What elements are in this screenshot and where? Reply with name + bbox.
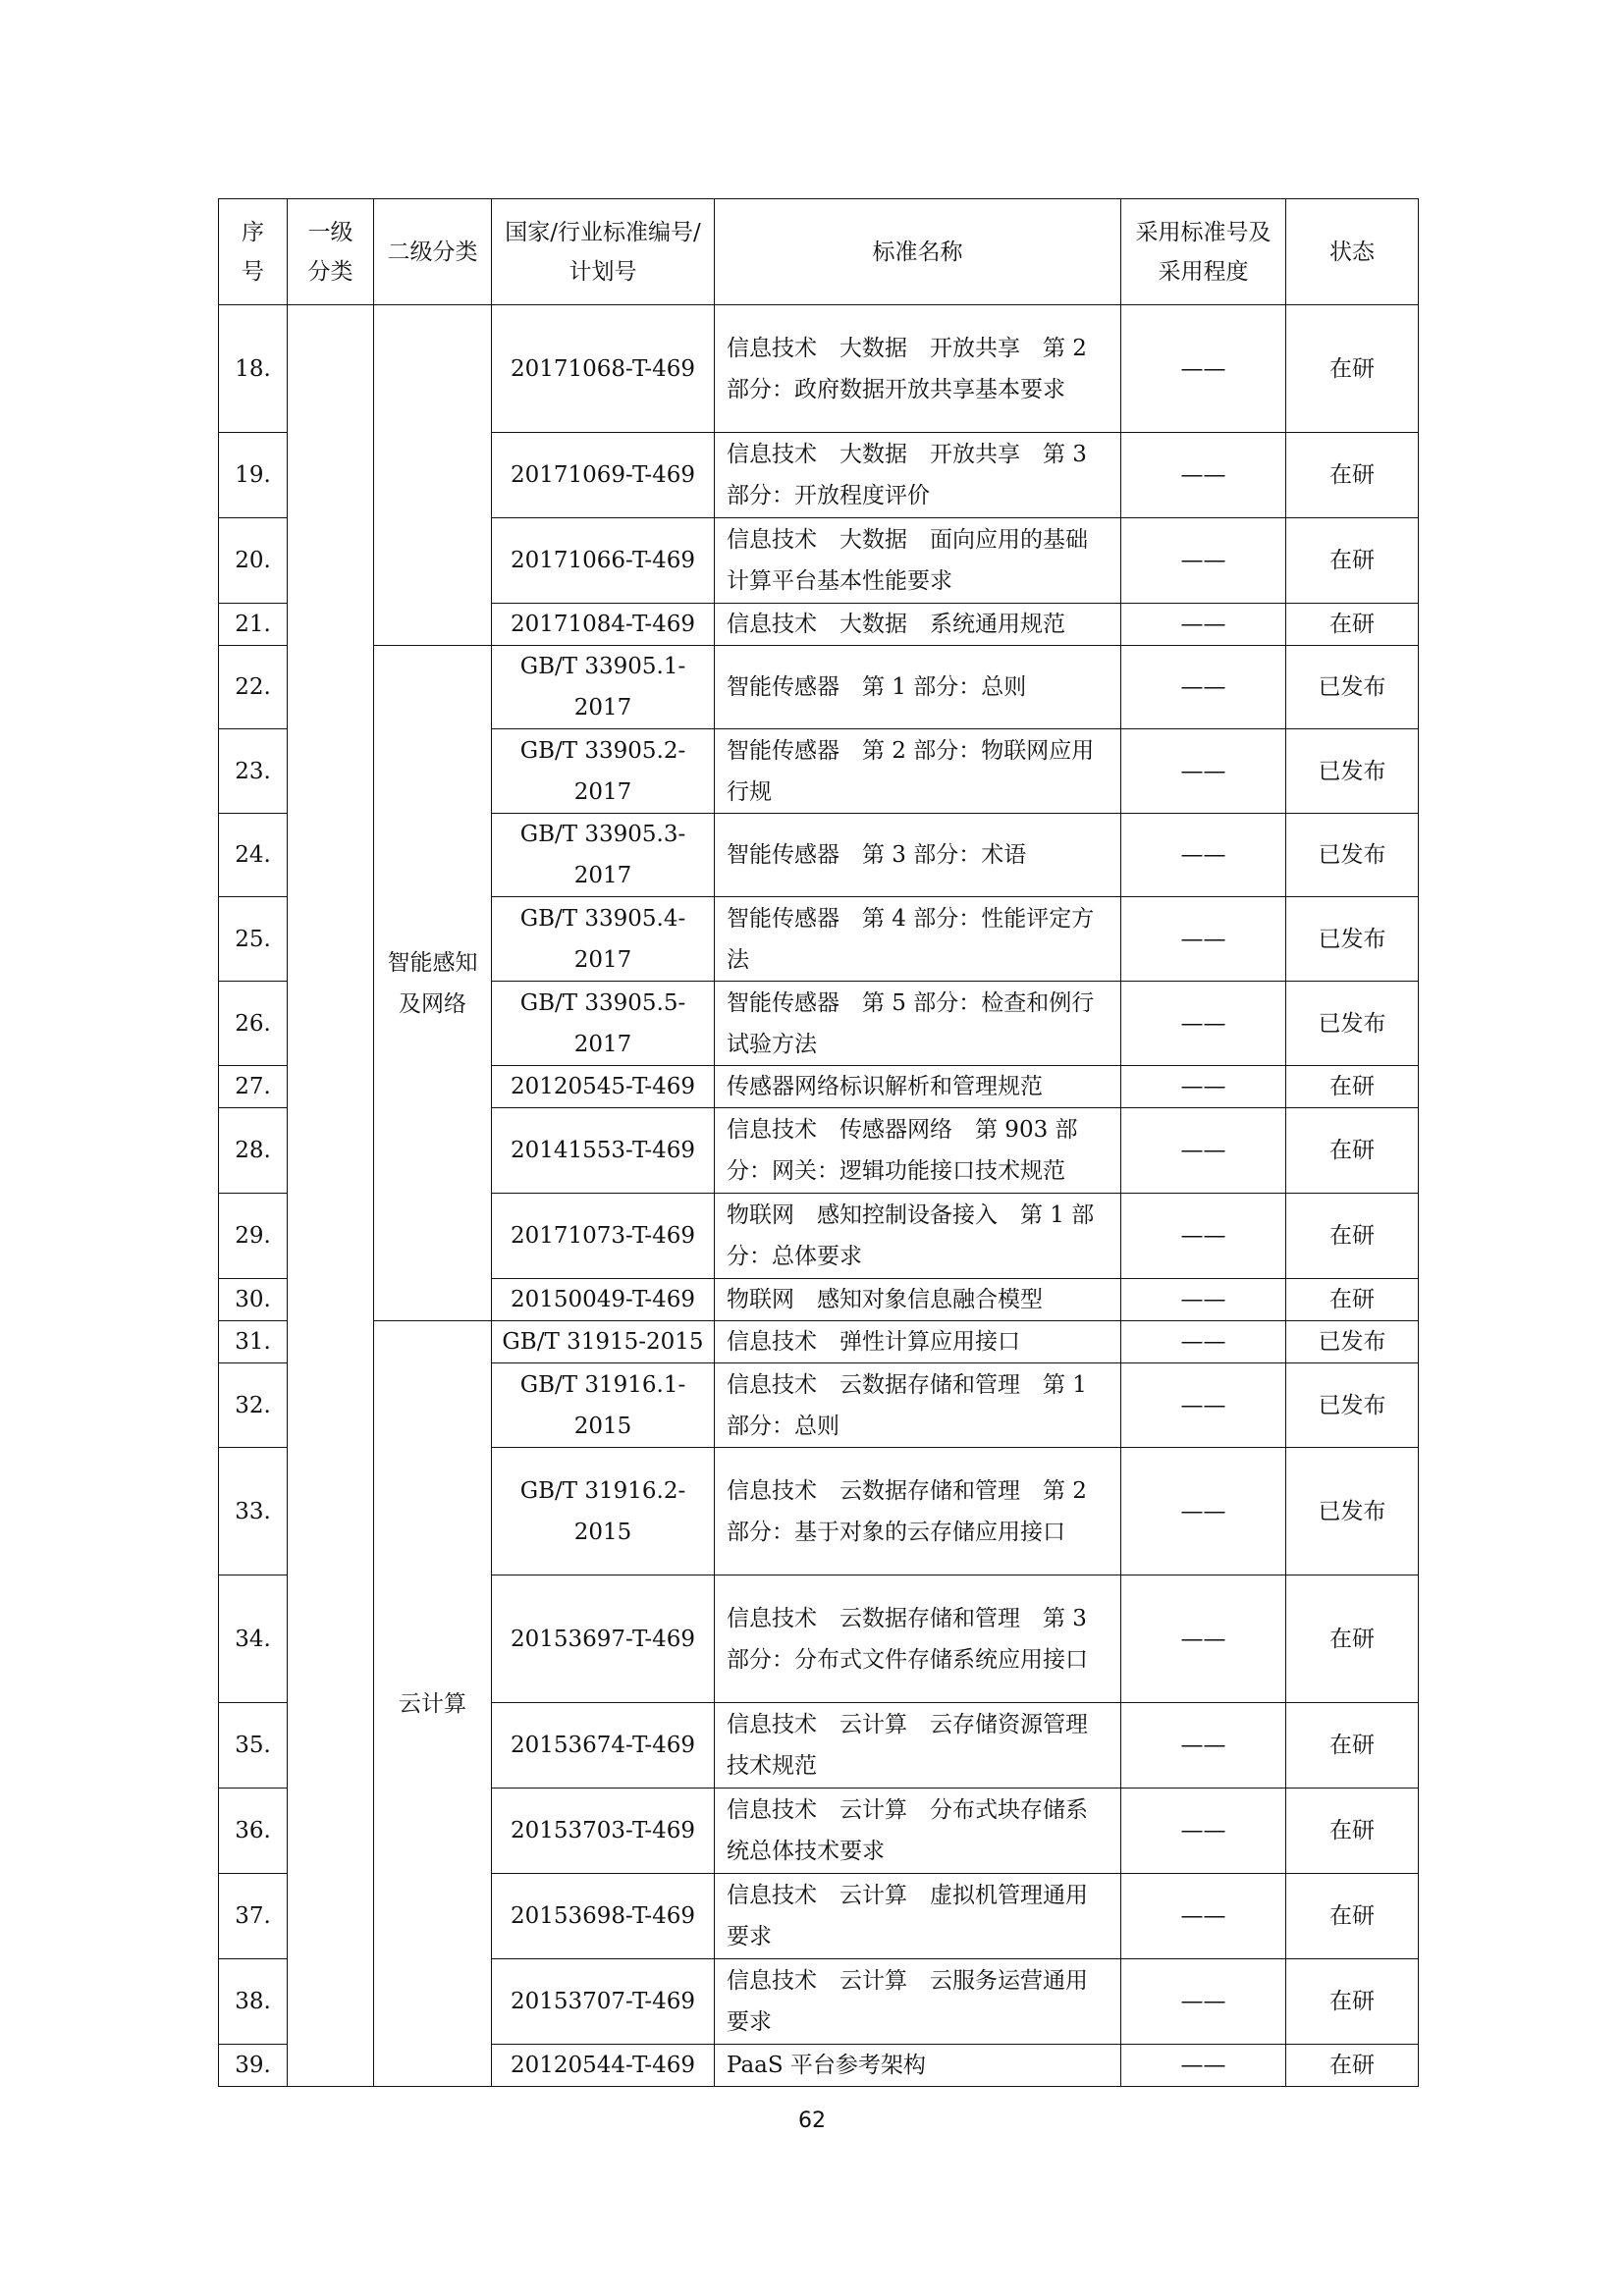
row-adopt: —— <box>1121 604 1286 646</box>
row-adopt: —— <box>1121 1874 1286 1959</box>
row-no: 39. <box>219 2045 288 2087</box>
row-code: GB/T 33905.4-2017 <box>492 897 715 982</box>
row-adopt: —— <box>1121 305 1286 433</box>
row-adopt: —— <box>1121 433 1286 518</box>
row-adopt: —— <box>1121 1789 1286 1874</box>
row-name: 信息技术 云计算 云服务运营通用要求 <box>715 1959 1121 2045</box>
row-code: 20171066-T-469 <box>492 518 715 604</box>
row-no: 27. <box>219 1066 288 1108</box>
header-name: 标准名称 <box>715 199 1121 305</box>
row-code: GB/T 33905.3-2017 <box>492 814 715 897</box>
row-code: 20120545-T-469 <box>492 1066 715 1108</box>
row-name: 物联网 感知对象信息融合模型 <box>715 1279 1121 1321</box>
table-row <box>219 305 1419 433</box>
row-code: 20120544-T-469 <box>492 2045 715 2087</box>
row-code: 20141553-T-469 <box>492 1108 715 1194</box>
row-status: 在研 <box>1286 1959 1419 2045</box>
header-adopt: 采用标准号及采用程度 <box>1121 199 1286 305</box>
header-row <box>219 199 1419 305</box>
row-name: 信息技术 大数据 系统通用规范 <box>715 604 1121 646</box>
row-status: 已发布 <box>1286 646 1419 729</box>
row-adopt: —— <box>1121 1066 1286 1108</box>
level2-category-big-data <box>374 305 492 646</box>
row-name: 信息技术 传感器网络 第 903 部分：网关：逻辑功能接口技术规范 <box>715 1108 1121 1194</box>
row-adopt: —— <box>1121 729 1286 814</box>
level2-category-cloud: 云计算 <box>374 1321 492 2087</box>
row-name: 信息技术 弹性计算应用接口 <box>715 1321 1121 1363</box>
page-number: 62 <box>798 2109 826 2133</box>
row-name: 智能传感器 第 5 部分：检查和例行试验方法 <box>715 982 1121 1066</box>
row-adopt: —— <box>1121 1448 1286 1575</box>
row-status: 在研 <box>1286 1279 1419 1321</box>
row-code: 20171069-T-469 <box>492 433 715 518</box>
row-no: 38. <box>219 1959 288 2045</box>
row-adopt: —— <box>1121 646 1286 729</box>
row-adopt: —— <box>1121 982 1286 1066</box>
row-status: 已发布 <box>1286 982 1419 1066</box>
row-name: 物联网 感知控制设备接入 第 1 部分：总体要求 <box>715 1194 1121 1279</box>
row-code: 20153674-T-469 <box>492 1703 715 1789</box>
row-adopt: —— <box>1121 1108 1286 1194</box>
row-adopt: —— <box>1121 518 1286 604</box>
row-adopt: —— <box>1121 1959 1286 2045</box>
row-name: 信息技术 大数据 面向应用的基础计算平台基本性能要求 <box>715 518 1121 604</box>
row-no: 25. <box>219 897 288 982</box>
row-name: 信息技术 大数据 开放共享 第 2 部分：政府数据开放共享基本要求 <box>715 305 1121 433</box>
row-adopt: —— <box>1121 1363 1286 1448</box>
row-name: 智能传感器 第 1 部分：总则 <box>715 646 1121 729</box>
row-name: 信息技术 云计算 云存储资源管理技术规范 <box>715 1703 1121 1789</box>
row-no: 35. <box>219 1703 288 1789</box>
row-code: 20171073-T-469 <box>492 1194 715 1279</box>
row-no: 20. <box>219 518 288 604</box>
row-name: 信息技术 云数据存储和管理 第 1 部分：总则 <box>715 1363 1121 1448</box>
row-name: 信息技术 云计算 虚拟机管理通用要求 <box>715 1874 1121 1959</box>
row-name: PaaS 平台参考架构 <box>715 2045 1121 2087</box>
row-status: 已发布 <box>1286 1448 1419 1575</box>
row-name: 信息技术 云计算 分布式块存储系统总体技术要求 <box>715 1789 1121 1874</box>
row-code: GB/T 33905.2-2017 <box>492 729 715 814</box>
row-no: 19. <box>219 433 288 518</box>
row-status: 在研 <box>1286 433 1419 518</box>
standards-table <box>218 198 1419 2087</box>
row-name: 智能传感器 第 2 部分：物联网应用行规 <box>715 729 1121 814</box>
row-adopt: —— <box>1121 1575 1286 1703</box>
row-no: 31. <box>219 1321 288 1363</box>
row-name: 信息技术 云数据存储和管理 第 3 部分：分布式文件存储系统应用接口 <box>715 1575 1121 1703</box>
row-adopt: —— <box>1121 1194 1286 1279</box>
row-status: 已发布 <box>1286 897 1419 982</box>
row-status: 已发布 <box>1286 1363 1419 1448</box>
level2-category-sensing: 智能感知及网络 <box>374 646 492 1321</box>
row-code: GB/T 31916.2-2015 <box>492 1448 715 1575</box>
row-adopt: —— <box>1121 814 1286 897</box>
row-no: 18. <box>219 305 288 433</box>
row-code: 20153707-T-469 <box>492 1959 715 2045</box>
row-no: 28. <box>219 1108 288 1194</box>
row-status: 在研 <box>1286 604 1419 646</box>
row-code: 20153703-T-469 <box>492 1789 715 1874</box>
row-code: 20150049-T-469 <box>492 1279 715 1321</box>
row-no: 21. <box>219 604 288 646</box>
row-code: 20171084-T-469 <box>492 604 715 646</box>
row-name: 传感器网络标识解析和管理规范 <box>715 1066 1121 1108</box>
row-no: 24. <box>219 814 288 897</box>
row-status: 在研 <box>1286 1575 1419 1703</box>
row-name: 智能传感器 第 3 部分：术语 <box>715 814 1121 897</box>
row-no: 22. <box>219 646 288 729</box>
header-code: 国家/行业标准编号/计划号 <box>492 199 715 305</box>
row-name: 信息技术 大数据 开放共享 第 3 部分：开放程度评价 <box>715 433 1121 518</box>
row-code: GB/T 33905.1-2017 <box>492 646 715 729</box>
row-status: 在研 <box>1286 1874 1419 1959</box>
row-no: 30. <box>219 1279 288 1321</box>
row-code: GB/T 31916.1-2015 <box>492 1363 715 1448</box>
row-adopt: —— <box>1121 897 1286 982</box>
row-status: 已发布 <box>1286 1321 1419 1363</box>
row-adopt: —— <box>1121 1321 1286 1363</box>
row-code: GB/T 31915-2015 <box>492 1321 715 1363</box>
header-level2: 二级分类 <box>374 199 492 305</box>
row-status: 在研 <box>1286 2045 1419 2087</box>
row-code: 20171068-T-469 <box>492 305 715 433</box>
row-status: 在研 <box>1286 1066 1419 1108</box>
row-status: 在研 <box>1286 1194 1419 1279</box>
row-code: 20153698-T-469 <box>492 1874 715 1959</box>
row-adopt: —— <box>1121 1703 1286 1789</box>
row-status: 已发布 <box>1286 729 1419 814</box>
row-code: 20153697-T-469 <box>492 1575 715 1703</box>
header-no: 序号 <box>219 199 288 305</box>
header-level1: 一级分类 <box>288 199 374 305</box>
row-adopt: —— <box>1121 1279 1286 1321</box>
row-no: 36. <box>219 1789 288 1874</box>
row-status: 已发布 <box>1286 814 1419 897</box>
row-no: 34. <box>219 1575 288 1703</box>
row-no: 26. <box>219 982 288 1066</box>
row-no: 29. <box>219 1194 288 1279</box>
header-status: 状态 <box>1286 199 1419 305</box>
row-no: 37. <box>219 1874 288 1959</box>
level1-category-cell <box>288 305 374 2087</box>
row-status: 在研 <box>1286 305 1419 433</box>
row-no: 23. <box>219 729 288 814</box>
table-row <box>219 646 1419 729</box>
row-name: 智能传感器 第 4 部分：性能评定方法 <box>715 897 1121 982</box>
row-code: GB/T 33905.5-2017 <box>492 982 715 1066</box>
row-status: 在研 <box>1286 1789 1419 1874</box>
table-row <box>219 1321 1419 1363</box>
row-status: 在研 <box>1286 1703 1419 1789</box>
row-no: 33. <box>219 1448 288 1575</box>
row-status: 在研 <box>1286 1108 1419 1194</box>
row-no: 32. <box>219 1363 288 1448</box>
row-status: 在研 <box>1286 518 1419 604</box>
row-name: 信息技术 云数据存储和管理 第 2 部分：基于对象的云存储应用接口 <box>715 1448 1121 1575</box>
row-adopt: —— <box>1121 2045 1286 2087</box>
